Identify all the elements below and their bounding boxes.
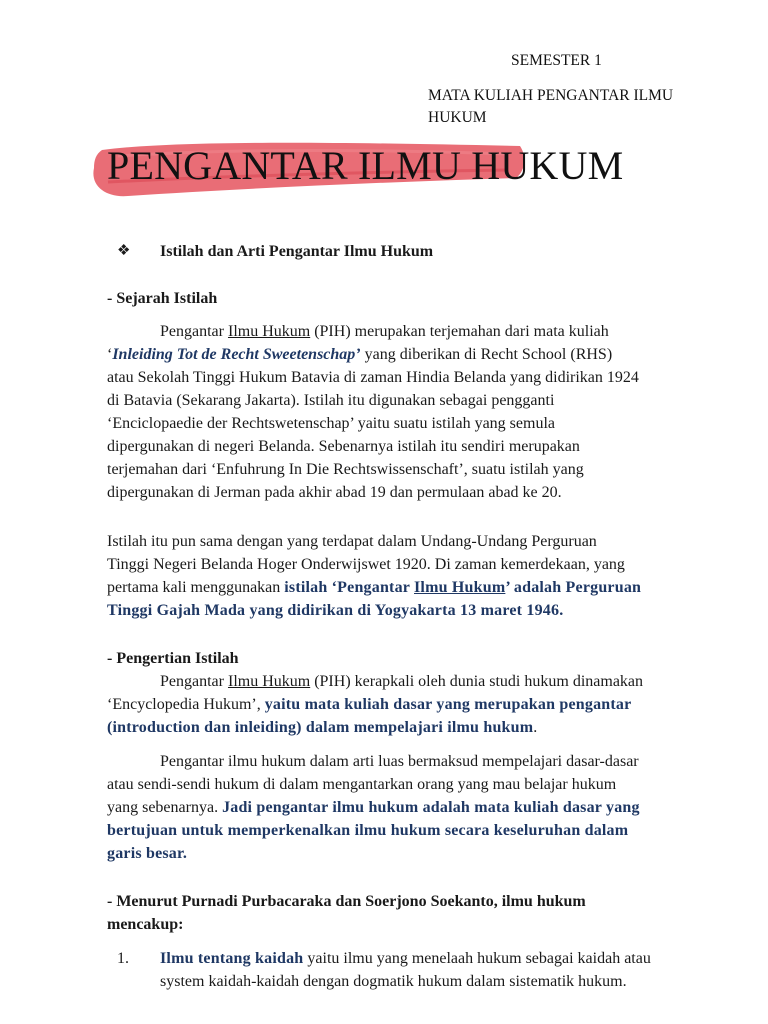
section-heading: Istilah dan Arti Pengantar Ilmu Hukum: [160, 243, 434, 260]
semester-label: SEMESTER 1: [511, 52, 602, 69]
course-label-line-2: HUKUM: [428, 109, 487, 126]
menurut-heading: - Menurut Purnadi Purbacaraka dan Soerjono Soekanto, ilmu hukum mencakup:: [107, 893, 586, 933]
list-item: 1. Ilmu tentang kaidah yaitu ilmu yang menelaah hukum sebagai kaidah atau system kaidah-kaidah dengan dogmatik hukum dalam sistematik hukum.: [117, 947, 757, 993]
pengertian-heading: - Pengertian Istilah: [107, 650, 239, 667]
page-title: PENGANTAR ILMU HUKUM: [107, 143, 624, 188]
pengertian-paragraph-1: Pengantar Ilmu Hukum (PIH) kerapkali oleh dunia studi hukum dinamakan ‘Encyclopedia Hukum’, yaitu mata kuliah dasar yang merupakan pengantar (introduction dan inleiding) dalam mempelajari ilmu hukum.: [107, 673, 644, 736]
sejarah-paragraph-2: Istilah itu pun sama dengan yang terdapat dalam Undang-Undang Perguruan Tinggi Negeri Belanda Hoger Onderwijswet 1920. Di zaman kemerdekaan, yang pertama kali menggunakan istilah ‘Pengantar Ilmu Hukum’ adalah Perguruan Tinggi Gajah Mada yang didirikan di Yogyakarta 13 maret 1946.: [107, 533, 642, 619]
diamond-bullet-icon: ❖: [117, 243, 131, 259]
sejarah-paragraph-1: Pengantar Ilmu Hukum (PIH) merupakan terjemahan dari mata kuliah ‘Inleiding Tot de Recht Sweetenschap’ yang diberikan di Recht School (RHS) atau Sekolah Tinggi Hukum Batavia di zaman Hindia Belanda yang didirikan 1924 di Batavia (Sekarang Jakarta). Istilah itu digunakan sebagai pengganti ‘Enciclopaedie der Rechtswetenschap’ yaitu suatu istilah yang semula dipergunakan di negeri Belanda. Sebenarnya istilah itu sendiri merupakan terjemahan dari ‘Enfuhrung In Die Rechtswissenschaft’, suatu istilah yang dipergunakan di Jerman pada akhir abad 19 dan permulaan abad ke 20.: [107, 323, 639, 501]
sejarah-heading: - Sejarah Istilah: [107, 290, 218, 307]
list-item-number: 1.: [117, 950, 129, 967]
pengertian-paragraph-2: Pengantar ilmu hukum dalam arti luas bermaksud mempelajari dasar-dasar atau sendi-sendi hukum di dalam mengantarkan orang yang mau belajar hukum yang sebenarnya. Jadi pengantar ilmu hukum adalah mata kuliah dasar yang bertujuan untuk memperkenalkan ilmu hukum secara keseluruhan dalam garis besar.: [107, 753, 640, 862]
course-label-line-1: MATA KULIAH PENGANTAR ILMU: [428, 87, 674, 104]
